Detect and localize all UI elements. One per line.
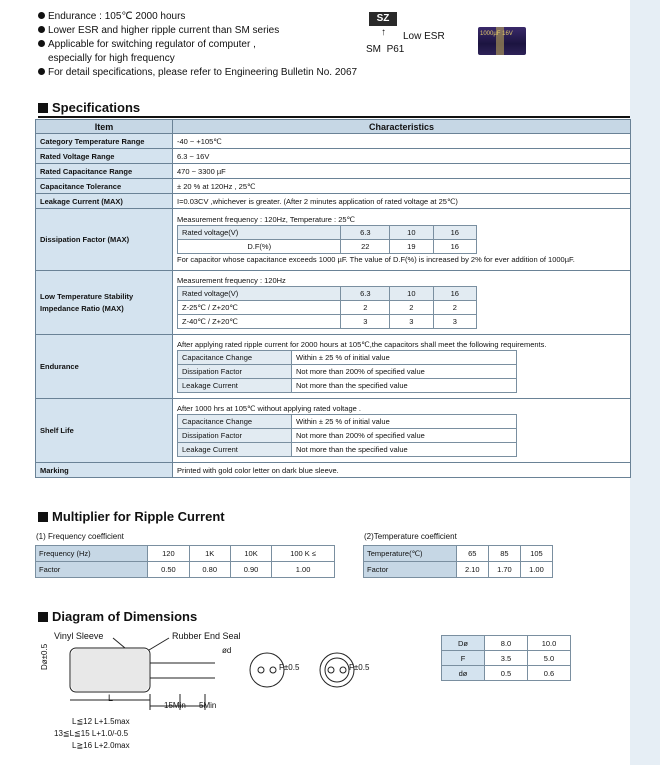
endurance-note: After applying rated ripple current for 2000 hours at 105℃,the capacitors shall meet the following requirements. — [177, 339, 547, 349]
length-note: L≧16 L+2.0max — [72, 741, 130, 750]
table-row — [36, 194, 631, 209]
cell: Frequency (Hz) — [36, 546, 148, 562]
rubber-label: Rubber End Seal — [172, 631, 241, 641]
feature-item: especially for high frequency — [48, 53, 175, 64]
cell: Within ± 25 % of initial value — [292, 350, 517, 364]
df-table — [177, 225, 477, 254]
cell: 1.00 — [520, 562, 552, 578]
cell: Z-25℃ / Z+20℃ — [178, 300, 341, 314]
cell: 16 — [433, 286, 476, 300]
row-value — [173, 271, 631, 335]
cell: Not more than 200% of specified value — [292, 364, 517, 378]
length-notes — [54, 716, 130, 752]
cell: 0.5 — [485, 666, 528, 681]
row-label: Rated Capacitance Range — [36, 164, 173, 179]
row-value — [173, 209, 631, 271]
f-label: F±0.5 — [279, 663, 300, 672]
cell: 3.5 — [485, 651, 528, 666]
row-label: Rated Voltage Range — [36, 149, 173, 164]
table-row — [442, 636, 571, 651]
shelf-row — [178, 428, 517, 442]
lt-note: Measurement frequency : 120Hz — [177, 275, 286, 285]
endurance-table — [177, 350, 517, 393]
lt-row — [178, 314, 477, 328]
label-line: Low Temperature Stability — [40, 292, 134, 301]
D-label: Dø±0.5 — [40, 643, 49, 670]
cell: 3 — [433, 314, 476, 328]
cell: 105 — [520, 546, 552, 562]
table-header — [36, 120, 631, 134]
cell: 0.50 — [148, 562, 189, 578]
cell: dø — [442, 666, 485, 681]
shelf-note: After 1000 hrs at 105℃ without applying rated voltage . — [177, 403, 361, 413]
length-note: L≦12 L+1.5max — [72, 717, 130, 726]
table-row — [36, 463, 631, 478]
cell: 2 — [341, 300, 390, 314]
series-box: SZ — [369, 12, 397, 26]
row-value: I=0.03CV ,whichever is greater. (After 2 minutes application of rated voltage at 25℃) — [173, 194, 631, 209]
specifications-table — [35, 119, 631, 478]
cell: Factor — [36, 562, 148, 578]
divider — [38, 116, 630, 118]
row-label: Shelf Life — [36, 399, 173, 463]
table-row — [36, 271, 631, 335]
cell: Not more than the specified value — [292, 442, 517, 456]
cell: 100 K ≤ — [272, 546, 335, 562]
feature-item: For detail specifications, please refer to Engineering Bulletin No. 2067 — [38, 66, 368, 80]
cell: Dissipation Factor — [178, 428, 292, 442]
cell: 0.80 — [189, 562, 230, 578]
lt-table — [177, 286, 477, 329]
row-value: ± 20 % at 120Hz , 25℃ — [173, 179, 631, 194]
cell: D.F(%) — [178, 240, 341, 254]
col-item: Item — [36, 120, 173, 134]
table-row — [36, 335, 631, 399]
cell: Rated voltage(V) — [178, 286, 341, 300]
vinyl-label: Vinyl Sleeve — [54, 631, 104, 641]
lt-header — [178, 286, 477, 300]
cell: Not more than the specified value — [292, 378, 517, 392]
row-value: Printed with gold color letter on dark blue sleeve. — [173, 463, 631, 478]
cell: 10 — [390, 286, 433, 300]
cell: 1.70 — [488, 562, 520, 578]
section-title: Specifications — [38, 100, 140, 115]
frequency-table — [35, 545, 335, 578]
row-label: Leakage Current (MAX) — [36, 194, 173, 209]
temp-row — [364, 562, 553, 578]
series-from: SM P61 — [366, 44, 405, 55]
table-row — [36, 209, 631, 271]
cell: 0.90 — [230, 562, 271, 578]
cell: 10 — [390, 226, 433, 240]
cell: Leakage Current — [178, 378, 292, 392]
cell: Dissipation Factor — [178, 364, 292, 378]
cell: 0.6 — [528, 666, 571, 681]
cell: 85 — [488, 546, 520, 562]
cell: 2 — [390, 300, 433, 314]
cell: 19 — [390, 240, 433, 254]
row-value: -40 ~ +105℃ — [173, 134, 631, 149]
df-note: Measurement frequency : 120Hz, Temperature : 25℃ — [177, 215, 355, 224]
lead-hole — [340, 667, 346, 673]
table-row — [36, 179, 631, 194]
row-value — [173, 335, 631, 399]
feature-item: Lower ESR and higher ripple current than SM series — [38, 24, 368, 38]
feature-list — [38, 10, 368, 80]
L-label: L — [108, 693, 114, 703]
row-label: Endurance — [36, 335, 173, 399]
col-characteristics: Characteristics — [173, 120, 631, 134]
feature-item: Endurance : 105℃ 2000 hours — [38, 10, 368, 24]
cell: Capacitance Change — [178, 414, 292, 428]
row-label — [36, 271, 173, 335]
df-row — [178, 240, 477, 254]
cell: Within ± 25 % of initial value — [292, 414, 517, 428]
cell: 10K — [230, 546, 271, 562]
row-label: Category Temperature Range — [36, 134, 173, 149]
cell: 10.0 — [528, 636, 571, 651]
cell: 65 — [456, 546, 488, 562]
section-title: Diagram of Dimensions — [38, 609, 197, 624]
label-line: Impedance Ratio (MAX) — [40, 304, 124, 313]
table-row — [36, 164, 631, 179]
dimension-table — [441, 635, 571, 681]
table-row — [442, 651, 571, 666]
cell: 16 — [433, 240, 476, 254]
df-footnote: For capacitor whose capacitance exceeds 1000 µF. The value of D.F(%) is increased by 2% for ever addition of 1000µF. — [177, 255, 575, 264]
cell: 6.3 — [341, 226, 390, 240]
table-row — [36, 399, 631, 463]
cell: 2.10 — [456, 562, 488, 578]
cell: Temperature(℃) — [364, 546, 457, 562]
rubber-pointer — [149, 638, 169, 650]
cell: Z-40℃ / Z+20℃ — [178, 314, 341, 328]
row-label: Dissipation Factor (MAX) — [36, 209, 173, 271]
background-stripe — [630, 0, 660, 765]
endurance-row — [178, 364, 517, 378]
arrow-up-icon: ↑ — [381, 27, 386, 38]
min5-label: 5Min — [199, 701, 217, 710]
row-value — [173, 399, 631, 463]
cell: 3 — [341, 314, 390, 328]
capacitor-photo — [478, 27, 526, 55]
row-label: Marking — [36, 463, 173, 478]
table-row — [442, 666, 571, 681]
cell: 5.0 — [528, 651, 571, 666]
temp-title: (2)Temperature coefficient — [364, 532, 457, 541]
vinyl-pointer — [113, 638, 125, 648]
cell: 8.0 — [485, 636, 528, 651]
temp-header — [364, 546, 553, 562]
freq-header — [36, 546, 335, 562]
capacitor-sleeve-fill — [71, 649, 149, 691]
cell: Leakage Current — [178, 442, 292, 456]
section-title: Multiplier for Ripple Current — [38, 509, 225, 524]
cell: Capacitance Change — [178, 350, 292, 364]
low-esr-label: Low ESR — [403, 31, 445, 42]
temperature-table — [363, 545, 553, 578]
endurance-row — [178, 378, 517, 392]
row-value: 6.3 ~ 16V — [173, 149, 631, 164]
cell: Rated voltage(V) — [178, 226, 341, 240]
df-header — [178, 226, 477, 240]
cell: 16 — [433, 226, 476, 240]
cell: Not more than 200% of specified value — [292, 428, 517, 442]
d-label: ød — [222, 646, 232, 655]
capacitor-label: 1000µF 16V — [480, 31, 513, 37]
f-label: F±0.5 — [349, 663, 370, 672]
cell: Factor — [364, 562, 457, 578]
endurance-row — [178, 350, 517, 364]
shelf-row — [178, 442, 517, 456]
cell: 3 — [390, 314, 433, 328]
lead-hole — [270, 667, 276, 673]
row-value: 470 ~ 3300 µF — [173, 164, 631, 179]
row-label: Capacitance Tolerance — [36, 179, 173, 194]
cell: F — [442, 651, 485, 666]
cell: 1K — [189, 546, 230, 562]
cell: 22 — [341, 240, 390, 254]
lt-row — [178, 300, 477, 314]
table-row — [36, 149, 631, 164]
cell: Dø — [442, 636, 485, 651]
lead-hole — [328, 667, 334, 673]
lead-hole — [258, 667, 264, 673]
cell: 6.3 — [341, 286, 390, 300]
end-view-ring — [325, 658, 349, 682]
feature-item: Applicable for switching regulator of computer , — [38, 38, 368, 52]
table-row — [36, 134, 631, 149]
freq-title: (1) Frequency coefficient — [36, 532, 124, 541]
length-note: 13≦L≦15 L+1.0/-0.5 — [54, 729, 129, 738]
freq-row — [36, 562, 335, 578]
cell: 2 — [433, 300, 476, 314]
shelf-row — [178, 414, 517, 428]
cell: 1.00 — [272, 562, 335, 578]
shelf-table — [177, 414, 517, 457]
min15-label: 15Min — [164, 701, 186, 710]
cell: 120 — [148, 546, 189, 562]
